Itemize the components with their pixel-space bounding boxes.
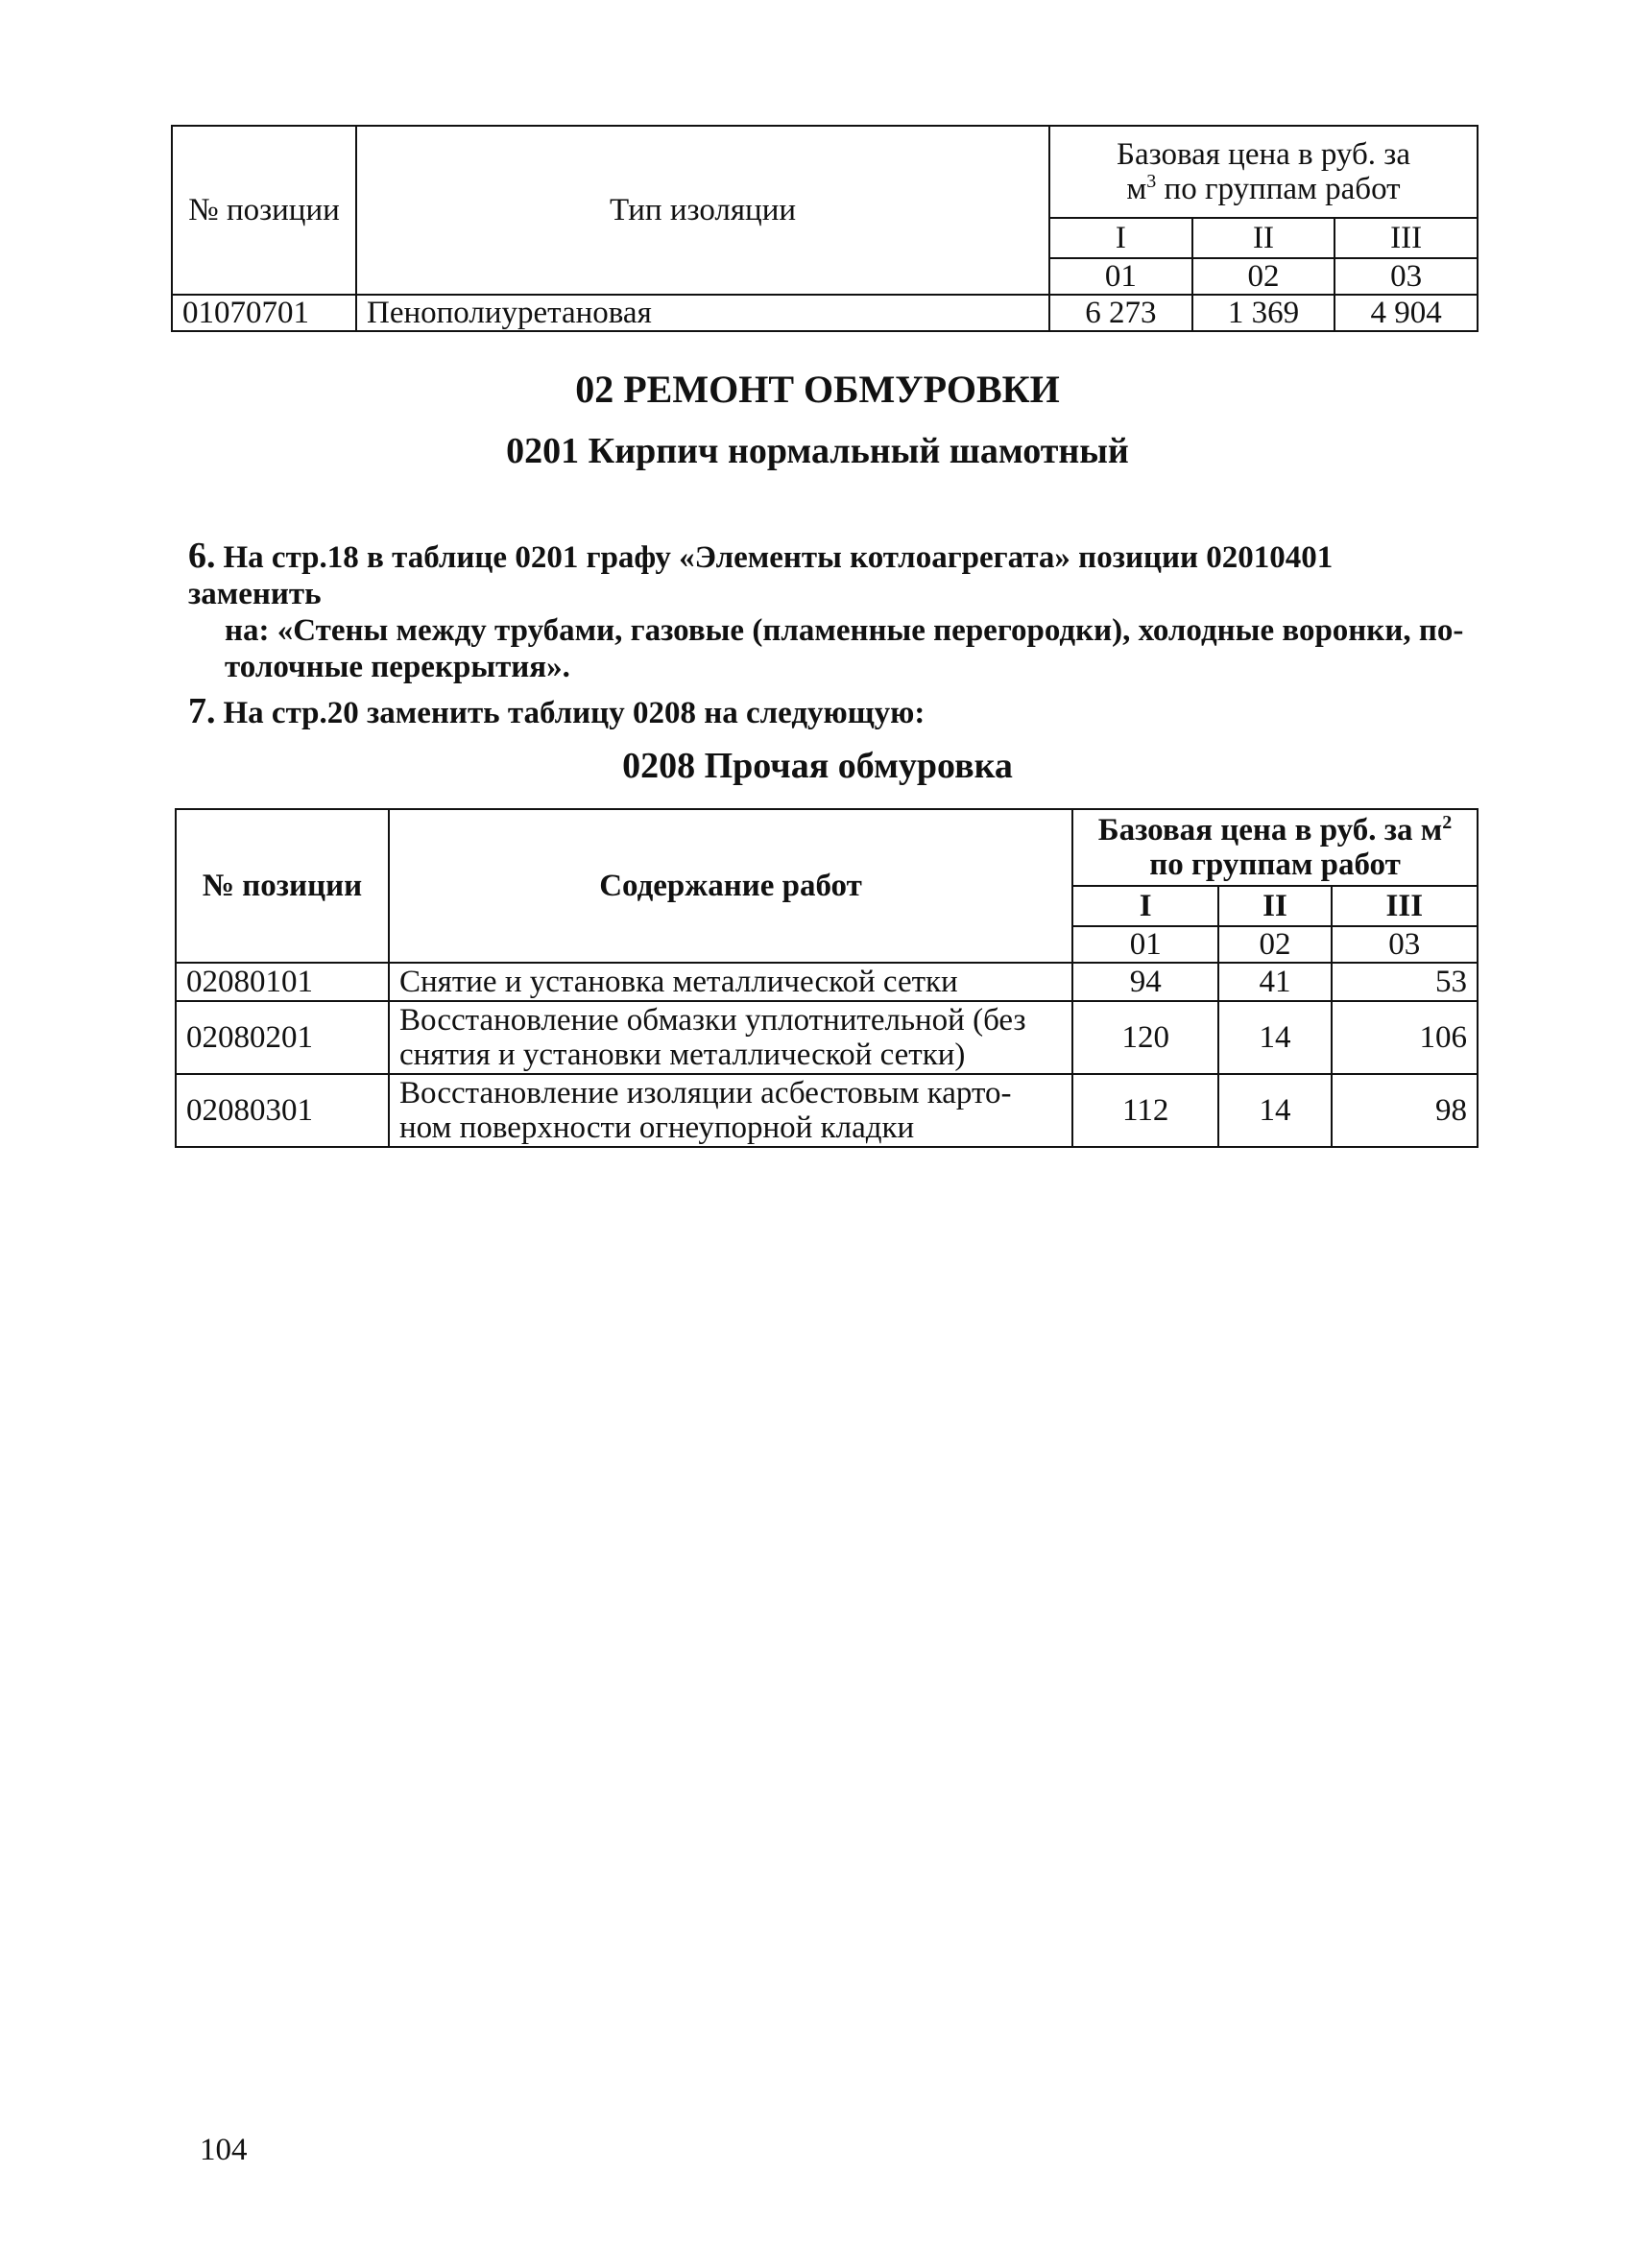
col-header-insulation-type: Тип изоляции — [356, 126, 1049, 295]
table-row — [176, 1074, 1478, 1147]
table-heading: 0208 Прочая обмуровка — [622, 746, 1013, 786]
row-value-2: 41 — [1218, 963, 1331, 1001]
row-value-2: 1 369 — [1192, 295, 1335, 331]
col-header-work-content: Содержание работ — [389, 809, 1072, 963]
group-code-3: 03 — [1332, 926, 1478, 963]
table-row — [172, 295, 1478, 331]
col-header-position: № позиции — [172, 126, 356, 295]
row-position: 02080101 — [176, 963, 389, 1001]
other-lining-table — [175, 808, 1479, 1148]
section-heading: 02 РЕМОНТ ОБМУРОВКИ — [575, 368, 1060, 411]
col-header-position: № позиции — [176, 809, 389, 963]
row-content: Восстановление обмазки уплотнительной (без снятия и установки металлической сетки) — [389, 1001, 1072, 1074]
row-value-1: 94 — [1072, 963, 1218, 1001]
row-name: Пенополиуретановая — [356, 295, 1049, 331]
row-value-3: 98 — [1332, 1074, 1478, 1147]
instruction-item-7: 7. На стр.20 заменить таблицу 0208 на следующую: — [188, 691, 926, 731]
row-value-2: 14 — [1218, 1001, 1331, 1074]
row-value-1: 6 273 — [1049, 295, 1192, 331]
group-header-2: II — [1218, 886, 1331, 926]
row-value-3: 106 — [1332, 1001, 1478, 1074]
row-value-1: 112 — [1072, 1074, 1218, 1147]
row-position: 01070701 — [172, 295, 356, 331]
table-row — [176, 963, 1478, 1001]
group-header-3: III — [1334, 218, 1478, 258]
instruction-item-6: 6. На стр.18 в таблице 0201 графу «Элементы котлоагрегата» позиции 02010401 заменить на: «Стены между трубами, газовые (пламенные перегородки), холодные воронки, по- толочные перекрытия». — [188, 536, 1464, 684]
sub-heading: 0201 Кирпич нормальный шамотный — [506, 431, 1129, 471]
row-position: 02080301 — [176, 1074, 389, 1147]
group-code-1: 01 — [1049, 258, 1192, 295]
group-code-2: 02 — [1192, 258, 1335, 295]
page-number: 104 — [200, 2133, 248, 2167]
group-header-2: II — [1192, 218, 1335, 258]
row-value-2: 14 — [1218, 1074, 1331, 1147]
row-value-1: 120 — [1072, 1001, 1218, 1074]
group-header-3: III — [1332, 886, 1478, 926]
item-number: 6. — [188, 536, 216, 576]
group-header-1: I — [1072, 886, 1218, 926]
group-code-2: 02 — [1218, 926, 1331, 963]
row-content: Восстановление изоляции асбестовым карто- ном поверхности огнеупорной кладки — [389, 1074, 1072, 1147]
col-header-base-price: Базовая цена в руб. за $м^3$ по группам работ — [1049, 126, 1478, 218]
group-code-3: 03 — [1334, 258, 1478, 295]
table-row — [176, 1001, 1478, 1074]
row-content: Снятие и установка металлической сетки — [389, 963, 1072, 1001]
group-code-1: 01 — [1072, 926, 1218, 963]
row-position: 02080201 — [176, 1001, 389, 1074]
row-value-3: 53 — [1332, 963, 1478, 1001]
group-header-1: I — [1049, 218, 1192, 258]
item-number: 7. — [188, 691, 216, 731]
row-value-3: 4 904 — [1334, 295, 1478, 331]
insulation-table — [171, 125, 1479, 332]
col-header-base-price: Базовая цена в руб. за $м^2$ по группам работ — [1072, 809, 1478, 886]
